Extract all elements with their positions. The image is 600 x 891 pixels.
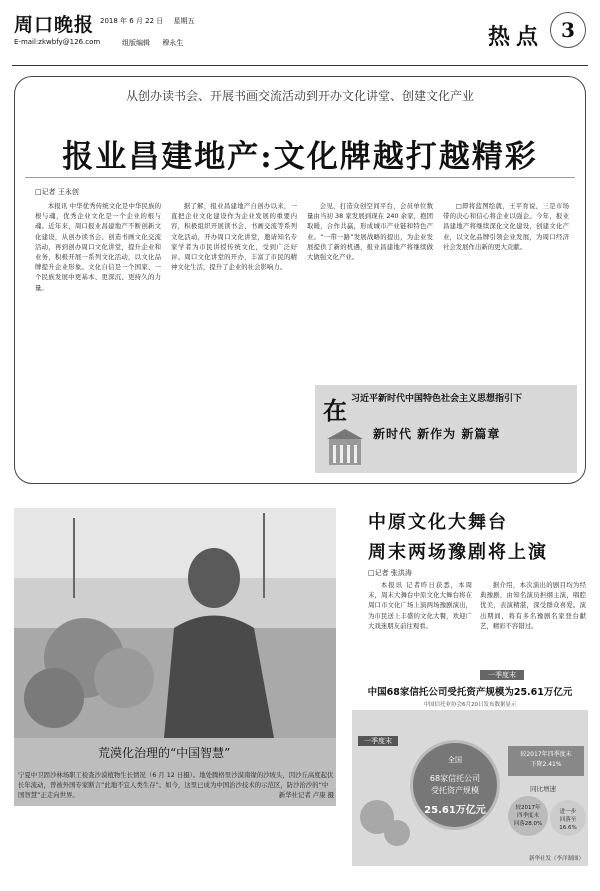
desert-worker-image xyxy=(14,508,336,738)
lead-column-3 xyxy=(307,201,433,381)
opera-col1-text: 本报讯 记者昨日获悉，本周末，周末大舞台中原文化大舞台将在周口市文化广场上演两场豫剧演出，为市民送上丰盛的文化大餐，欢迎广大戏迷朋友前往观看。 xyxy=(368,581,472,630)
lead-column-4 xyxy=(443,201,569,381)
lead-headline: 报业昌建地产:文化牌越打越精彩 xyxy=(62,139,538,175)
trust-stat3-line2: 回落至 xyxy=(559,817,577,823)
photo-credit: 新华社记者 卢康 摄 xyxy=(278,791,334,799)
ad-zai-char: 在 xyxy=(323,396,347,425)
header-date: 2018 年 6 月 22 日 xyxy=(100,17,164,25)
header-editor-name: 穆永生 xyxy=(162,39,184,47)
trust-stat1-line2: 下降2.41% xyxy=(530,761,562,768)
page-number: 3 xyxy=(550,12,586,48)
header-weekday: 星期五 xyxy=(173,17,195,25)
decorative-bubble xyxy=(384,820,410,846)
divider xyxy=(25,177,575,178)
opera-col2-text: 据介绍，本次演出的剧目均为经典豫剧，由知名演员担纲主演，唱腔优美，表演精湛，深受群众喜爱。演出期间，将有多名豫剧名家登台献艺，精彩不容错过。 xyxy=(480,581,586,630)
trust-stat-quarter xyxy=(508,746,584,776)
header-editor-line xyxy=(122,38,193,48)
photo-caption-text: 宁夏中卫固沙林场职工检查沙漠植物生长情况（6 月 12 日摄）。地处腾格里沙漠南缘的沙坡头，因沙丘高度起伏长年流动，曾被外国专家断言“此地不宜人类生存”。如今，这里已成为中国治沙技术的示范区，防沙治沙的“中国智慧”正走向世界。 xyxy=(18,771,334,799)
trust-headline: 中国68家信托公司受托资产规模为25.61万亿元 xyxy=(367,687,573,698)
lead-col1-text: 本报讯 中华优秀传统文化是中华民族的根与魂，优秀企业文化是一个企业的根与魂。近年来，周口报业昌建地产不断创新文化建设，从创办读书会、创造书画文化交流活动，再到创办周口文化讲堂，提升企业和业务，积极开展一系列文化活动，以文化品牌提升企业形象。文化自信是一个国家、一个民族发展中更基本、更深沉、更持久的力量。 xyxy=(35,202,161,292)
building-icon xyxy=(323,425,367,469)
trust-credit: 新华社发（李洋制图） xyxy=(528,856,584,862)
trust-stat2-line1: 较2017年 xyxy=(515,805,541,811)
lead-col2-text: 据了解，报业昌建地产自创办以来，一直把企业文化建设作为企业发展的重要内容，积极组织开展读书会、书画交流等系列文化活动，开办周口文化讲堂，邀请知名专家学者为市民讲授传统文化，受到广泛好评。周口文化讲堂的开办，丰富了市民的精神文化生活，提升了企业的社会影响力。 xyxy=(171,202,297,272)
trust-stat-further xyxy=(550,800,586,836)
newspaper-logo: 周口晚报 xyxy=(14,14,95,36)
trust-kicker: 一季度末 xyxy=(480,670,524,680)
trust-stat3-value: 16.6% xyxy=(559,825,577,831)
trust-circle-line2: 受托资产规模 xyxy=(431,786,479,795)
opera-column-1 xyxy=(368,580,472,662)
trust-stat2-heading: 同比增速 xyxy=(530,785,556,793)
trust-circle-label: 全国 xyxy=(448,756,462,764)
opera-headline-1: 中原文化大舞台 xyxy=(368,512,508,533)
section-label: 热点 xyxy=(487,24,544,50)
ad-title: 习近平新时代中国特色社会主义思想指引下 xyxy=(351,394,523,404)
ad-slogan: 新时代 新作为 新篇章 xyxy=(373,427,501,441)
lead-column-2 xyxy=(171,201,297,272)
opera-byline: □记者 张洪涛 xyxy=(368,569,412,577)
news-photo xyxy=(14,508,336,806)
trust-subtitle: 中国信托业协会6月20日发布数据显示 xyxy=(423,702,517,708)
page-header xyxy=(12,6,588,66)
lead-column-1 xyxy=(35,201,161,293)
trust-stat-growth xyxy=(508,796,548,836)
trust-stat3-line1: 进一步 xyxy=(559,809,577,815)
lead-byline: □记者 王永创 xyxy=(35,188,79,196)
trust-stat1-line1: 较2017年四季度末 xyxy=(520,751,572,758)
trust-stat2-value: 回落28.0% xyxy=(513,821,543,827)
lead-col4-text: □即将蓝图绘就，王平育说，三是市场带的决心和信心将企业以强企。今年，报业昌建地产将继续深化文化建设，创建文化产业，以文化品牌引领企业发展，为周口经济社会发展作出新的更大贡献。 xyxy=(443,202,569,251)
trust-circle-value: 25.61万亿元 xyxy=(424,805,486,816)
slogan-ad xyxy=(315,385,577,473)
opera-headline-2: 周末两场豫剧将上演 xyxy=(368,542,548,563)
trust-circle-kicker: 一季度末 xyxy=(358,736,398,746)
trust-circle-line1: 68家信托公司 xyxy=(429,774,481,783)
trust-main-circle xyxy=(410,740,500,830)
lead-col3-text: 会见，打造众创空间平台，会员单位数量由当初 38 家发展到现在 240 余家，抱团取暖，合作共赢，形成城市产业链和特色产业。“一带一路”发展战略的提出，为企业发展提供了新的机遇，报业昌建地产将继续做大做强文化产业。 xyxy=(307,202,433,262)
opera-column-2 xyxy=(480,580,586,662)
photo-title: 荒漠化治理的“中国智慧” xyxy=(98,746,231,760)
header-email: E-mail:zkwbfy@126.com xyxy=(14,38,101,46)
header-editor-label: 组版编辑 xyxy=(122,39,150,47)
photo-caption xyxy=(18,770,334,800)
lead-subtitle: 从创办读书会、开展书画交流活动到开办文化讲堂、创建文化产业 xyxy=(125,89,474,103)
header-date-line xyxy=(100,16,203,26)
lead-story-box xyxy=(14,76,586,484)
trust-stat2-line2: 四季度末 xyxy=(516,813,539,819)
